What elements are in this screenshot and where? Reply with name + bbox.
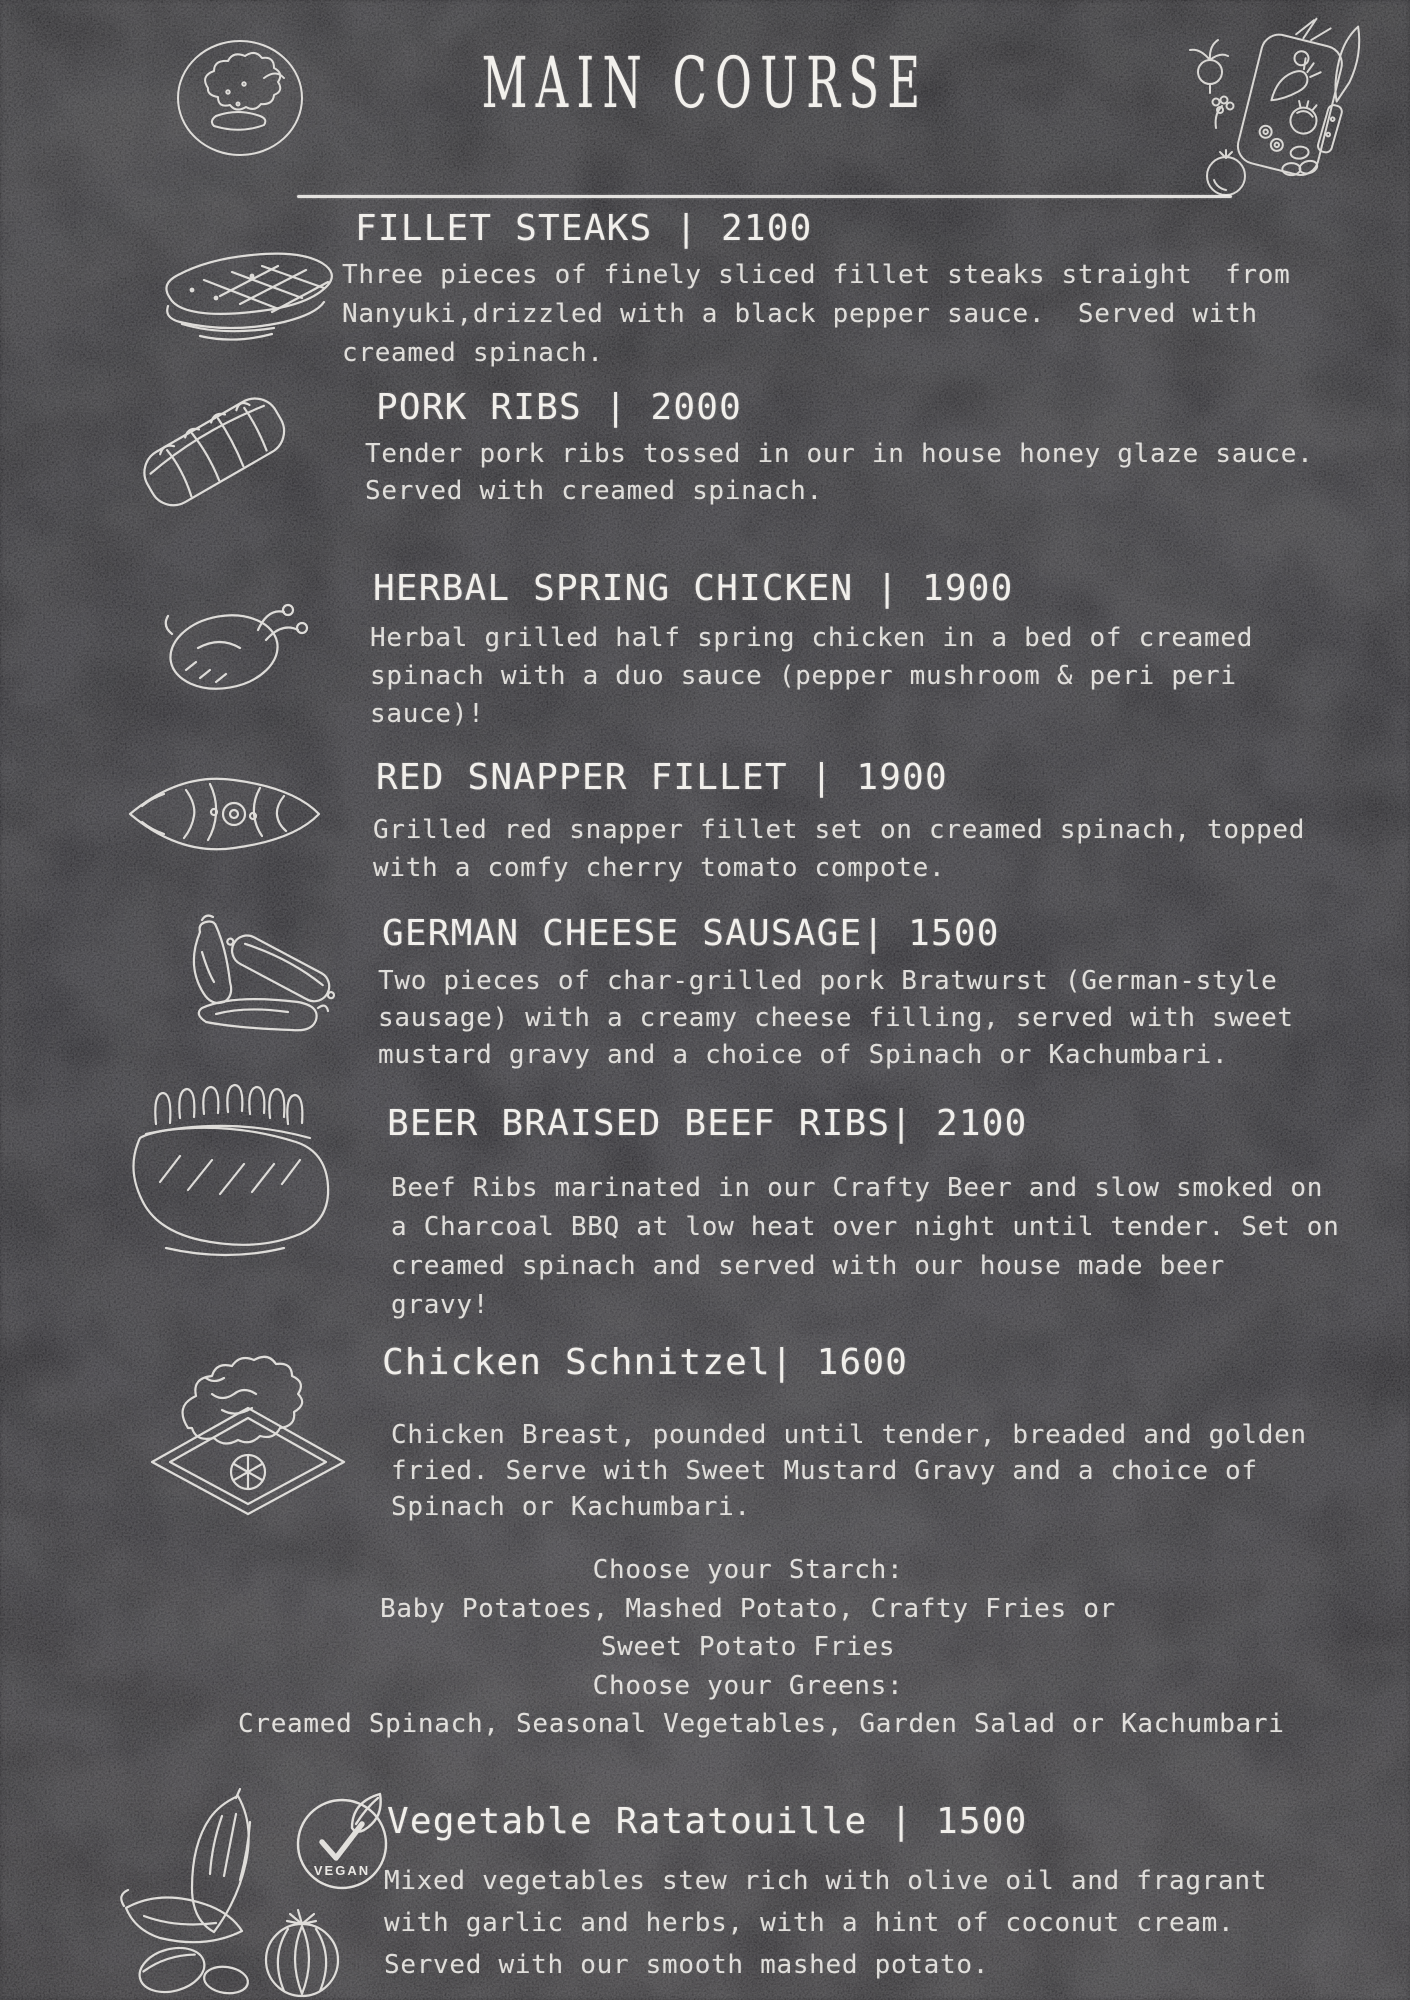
cutting-board-icon xyxy=(1186,8,1376,204)
text-line: Nanyuki,drizzled with a black pepper sauce. Served with xyxy=(342,299,1258,329)
text-line: mustard gravy and a choice of Spinach or Kachumbari. xyxy=(378,1040,1229,1070)
text-line: sausage) with a creamy cheese filling, served with sweet xyxy=(378,1003,1294,1033)
menu-item-description xyxy=(391,1417,1307,1525)
vegan-badge-label: VEGAN xyxy=(313,1863,371,1878)
text-line: with a comfy cherry tomato compote. xyxy=(373,853,946,883)
text-line: Grilled red snapper fillet set on creamed spinach, topped xyxy=(373,815,1306,845)
text-line: fried. Serve with Sweet Mustard Gravy and a choice of xyxy=(391,1456,1258,1486)
text-line: sauce)! xyxy=(370,699,485,729)
menu-item-heading: Chicken Schnitzel| 1600 xyxy=(382,1342,909,1383)
text-line: creamed spinach. xyxy=(342,338,604,368)
menu-item-heading: FILLET STEAKS | 2100 xyxy=(355,208,813,249)
menu-item-description xyxy=(384,1860,1267,1986)
spring-chicken-icon xyxy=(146,586,322,702)
header-divider xyxy=(297,195,1232,198)
text-line: Sweet Potato Fries xyxy=(600,1632,896,1662)
text-line: Beef Ribs marinated in our Crafty Beer and slow smoked on xyxy=(391,1173,1324,1203)
page-title: MAIN COURSE xyxy=(481,42,929,124)
menu-item-description xyxy=(373,811,1305,887)
text-line: Choose your Starch: xyxy=(592,1555,904,1585)
schnitzel-icon xyxy=(136,1344,360,1516)
menu-item-heading: Vegetable Ratatouille | 1500 xyxy=(387,1801,1028,1842)
menu-item-heading: RED SNAPPER FILLET | 1900 xyxy=(376,757,948,798)
text-line: Chicken Breast, pounded until tender, breaded and golden xyxy=(391,1420,1307,1450)
text-line: Choose your Greens: xyxy=(592,1670,904,1701)
text-line: with garlic and herbs, with a hint of coconut cream. xyxy=(384,1908,1235,1938)
text-line: spinach with a duo sauce (pepper mushroom & peri peri xyxy=(370,661,1237,691)
menu-item-description xyxy=(391,1169,1340,1325)
menu-item-heading: HERBAL SPRING CHICKEN | 1900 xyxy=(373,568,1014,609)
text-line: Two pieces of char-grilled pork Bratwurst (German-style xyxy=(378,966,1278,996)
menu-item-heading: PORK RIBS | 2000 xyxy=(376,387,742,428)
fish-steak-icon xyxy=(122,760,327,866)
text-line: Tender pork ribs tossed in our in house honey glaze sauce. xyxy=(365,439,1314,469)
text-line: Served with creamed spinach. xyxy=(365,476,823,506)
text-line: a Charcoal BBQ at low heat over night until tender. Set on xyxy=(391,1212,1340,1242)
pork-ribs-icon xyxy=(122,382,302,522)
text-line: creamed spinach and served with our house made beer xyxy=(391,1251,1226,1281)
steak-icon xyxy=(156,246,354,346)
text-line: Spinach or Kachumbari. xyxy=(391,1492,751,1522)
menu-item-heading: BEER BRAISED BEEF RIBS| 2100 xyxy=(387,1103,1028,1144)
text-line: Mixed vegetables stew rich with olive oil and fragrant xyxy=(384,1866,1268,1896)
sausages-icon xyxy=(172,912,352,1044)
text-line: Herbal grilled half spring chicken in a bed of creamed xyxy=(370,623,1254,653)
text-line: Baby Potatoes, Mashed Potato, Crafty Fries or xyxy=(380,1593,1116,1624)
text-line: Three pieces of finely sliced fillet steaks straight from xyxy=(342,260,1291,290)
menu-item-description xyxy=(370,619,1253,733)
text-line: gravy! xyxy=(391,1290,490,1320)
menu-item-description xyxy=(342,256,1291,373)
beef-ribs-icon xyxy=(118,1080,336,1260)
menu-item-description xyxy=(378,963,1294,1074)
text-line: Served with our smooth mashed potato. xyxy=(384,1950,990,1980)
text-line: Creamed Spinach, Seasonal Vegetables, Garden Salad or Kachumbari xyxy=(238,1709,1285,1739)
sides-options xyxy=(238,1551,1285,1744)
menu-item-description xyxy=(365,436,1314,510)
menu-item-heading: GERMAN CHEESE SAUSAGE| 1500 xyxy=(382,913,1000,954)
